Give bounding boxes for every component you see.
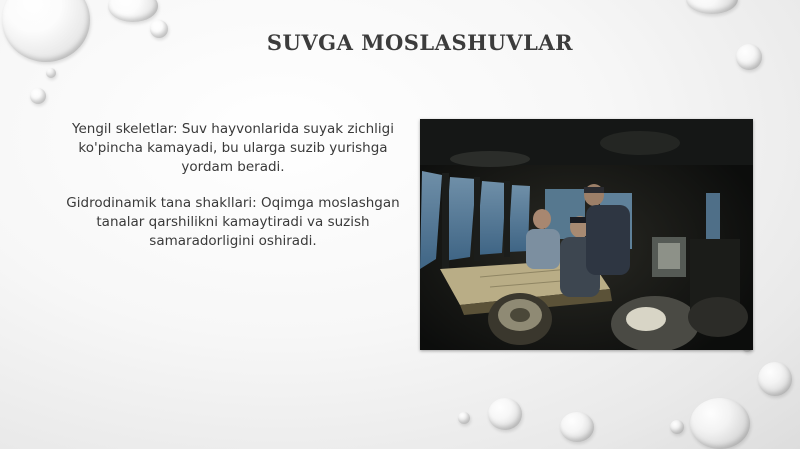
water-droplet <box>690 398 750 449</box>
slide-body <box>58 120 408 268</box>
water-droplet <box>458 412 470 424</box>
slide-title: SUVGA MOSLASHUVLAR <box>266 30 574 55</box>
water-droplet <box>686 0 738 14</box>
water-droplet <box>46 68 56 78</box>
water-droplet <box>2 0 90 62</box>
paragraph-hydrodynamic-shapes: Gidrodinamik tana shakllari: Oqimga moslashgan tanalar qarshilikni kamaytiradi va suzish samaradorligini oshiradi. <box>66 195 400 249</box>
water-droplet <box>560 412 594 442</box>
water-droplet <box>108 0 158 22</box>
ship-bridge-photo <box>420 119 753 350</box>
water-droplet <box>150 20 168 38</box>
water-droplet <box>488 398 522 430</box>
water-droplet <box>736 44 762 70</box>
water-droplet <box>30 88 46 104</box>
paragraph-light-skeletons: Yengil skeletlar: Suv hayvonlarida suyak zichligi ko'pincha kamayadi, bu ularga suzib yurishga yordam beradi. <box>72 121 394 175</box>
water-droplet <box>758 362 792 396</box>
water-droplet <box>670 420 684 434</box>
